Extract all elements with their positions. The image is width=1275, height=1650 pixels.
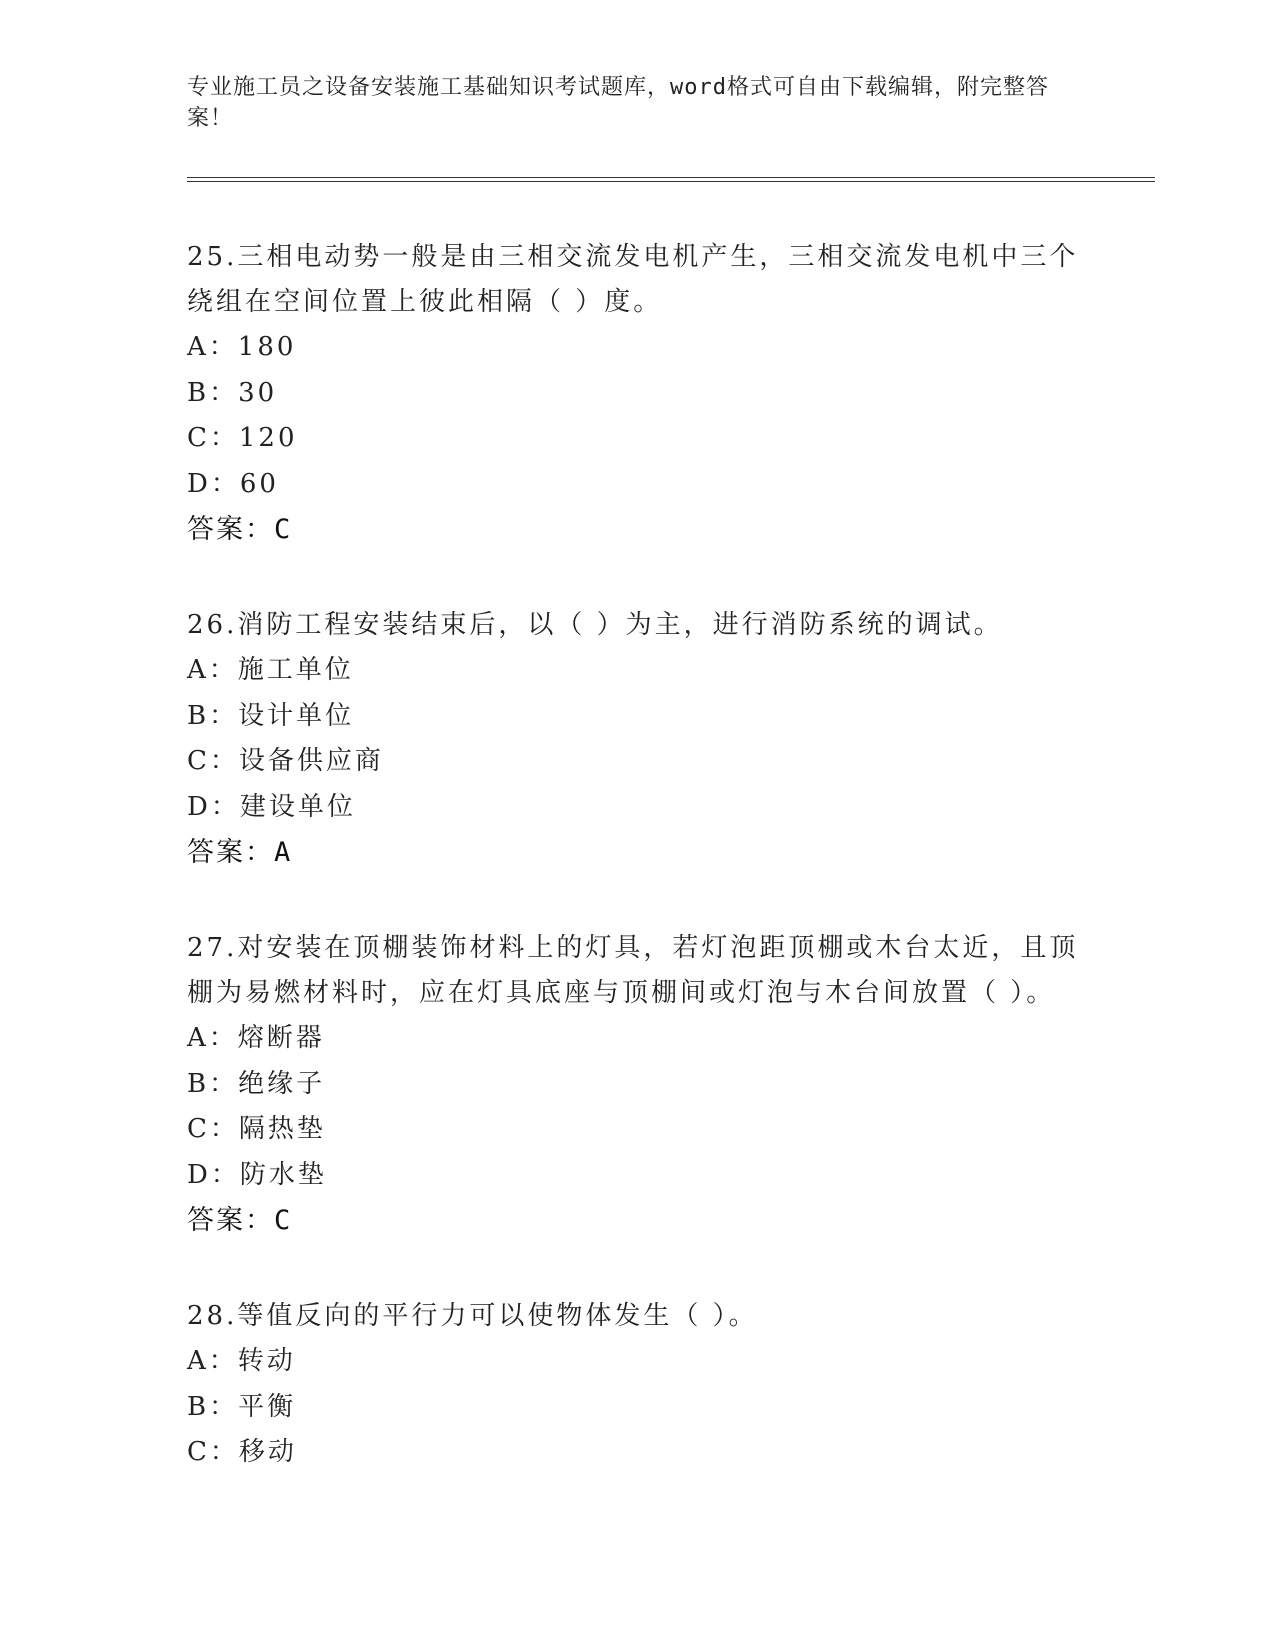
question-item xyxy=(187,603,1087,875)
answer-line xyxy=(187,1198,1087,1243)
answer-value: C xyxy=(274,1205,293,1236)
question-text: 27.对安装在顶棚装饰材料上的灯具，若灯泡距顶棚或木台太近，且顶棚为易燃材料时，应在灯具底座与顶棚间或灯泡与木台间放置（ ）。 xyxy=(187,933,1079,1008)
answer-label: 答案： xyxy=(187,837,274,868)
option-b: B：平衡 xyxy=(187,1391,297,1422)
option-b: B：绝缘子 xyxy=(187,1068,326,1099)
option-d: D：建设单位 xyxy=(187,791,356,822)
option-a: A：施工单位 xyxy=(187,655,354,685)
answer-value: A xyxy=(274,837,293,868)
option-a: A：转动 xyxy=(187,1346,296,1376)
question-list xyxy=(187,235,1087,1527)
question-text: 26.消防工程安装结束后，以（ ）为主，进行消防系统的调试。 xyxy=(187,610,1003,640)
option-c: C：120 xyxy=(187,423,298,453)
question-item xyxy=(187,235,1087,552)
option-b: B：设计单位 xyxy=(187,700,355,731)
header-divider xyxy=(187,177,1155,182)
option-d: D：60 xyxy=(187,468,279,499)
answer-label: 答案： xyxy=(187,1205,274,1236)
document-header: 专业施工员之设备安装施工基础知识考试题库，word格式可自由下载编辑，附完整答案！ xyxy=(187,75,1049,131)
question-item xyxy=(187,926,1087,1243)
question-text: 28.等值反向的平行力可以使物体发生（ ）。 xyxy=(187,1301,758,1331)
option-c: C：设备供应商 xyxy=(187,746,384,776)
option-c: C：隔热垫 xyxy=(187,1114,326,1144)
option-b: B：30 xyxy=(187,377,278,408)
question-item xyxy=(187,1294,1087,1476)
option-c: C：移动 xyxy=(187,1437,297,1467)
option-d: D：防水垫 xyxy=(187,1159,327,1190)
answer-label: 答案： xyxy=(187,514,274,545)
question-text: 25.三相电动势一般是由三相交流发电机产生，三相交流发电机中三个绕组在空间位置上彼此相隔（ ）度。 xyxy=(187,242,1079,317)
answer-line xyxy=(187,830,1087,875)
answer-line xyxy=(187,507,1087,552)
option-a: A：熔断器 xyxy=(187,1023,325,1053)
option-a: A：180 xyxy=(187,332,297,362)
answer-value: C xyxy=(274,514,293,545)
